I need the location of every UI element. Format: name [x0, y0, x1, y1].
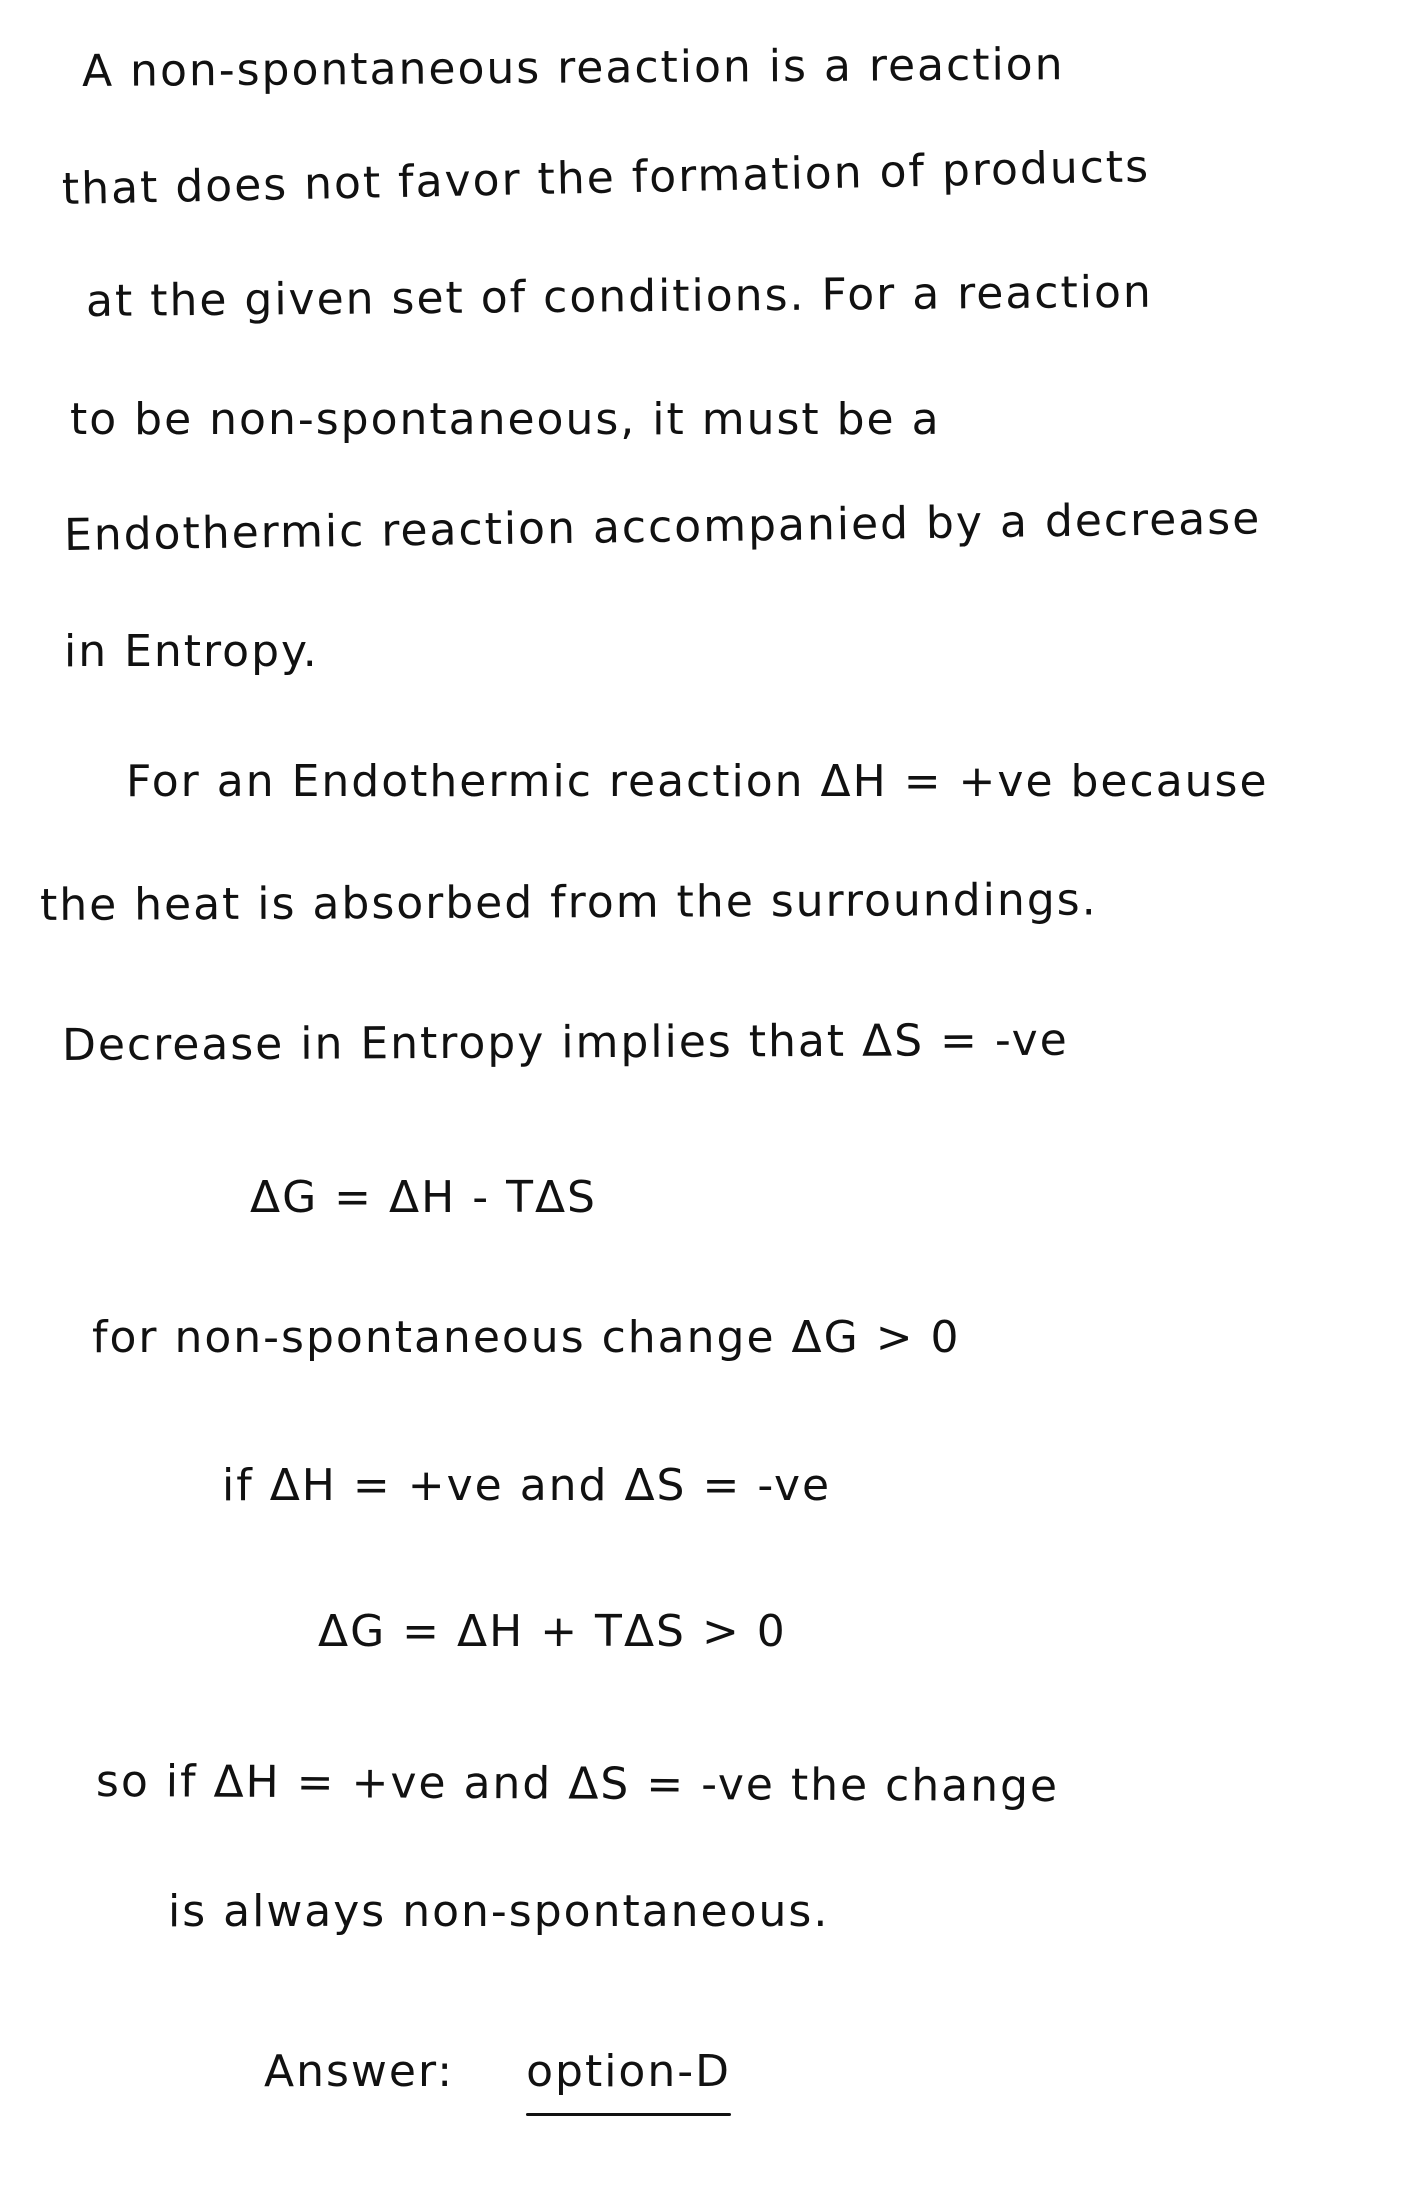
paragraph1-line4: to be non-spontaneous, it must be a — [70, 394, 941, 445]
paragraph1-line2: that does not favor the formation of products — [61, 141, 1151, 215]
answer-value: option-D — [526, 2046, 731, 2097]
result-equation: ΔG = ΔH + TΔS > 0 — [318, 1606, 787, 1657]
answer-underline — [526, 2113, 731, 2116]
gibbs-equation: ΔG = ΔH - TΔS — [250, 1172, 597, 1223]
entropy-line: Decrease in Entropy implies that ΔS = -ve — [61, 1014, 1069, 1071]
answer-label: Answer: — [264, 2046, 455, 2097]
paragraph1-line3: at the given set of conditions. For a reaction — [85, 266, 1153, 327]
paragraph2-line1: For an Endothermic reaction ΔH = +ve because — [126, 756, 1269, 807]
paragraph1-line5: Endothermic reaction accompanied by a decrease — [63, 493, 1262, 561]
answer-value-wrapper — [526, 2046, 731, 2097]
conclusion-line2: is always non-spontaneous. — [168, 1886, 830, 1937]
paragraph1-line1: A non-spontaneous reaction is a reaction — [81, 39, 1065, 97]
condition-line: for non-spontaneous change ΔG > 0 — [92, 1312, 961, 1363]
answer-line — [264, 2046, 731, 2097]
paragraph1-line6: in Entropy. — [64, 626, 319, 677]
if-line: if ΔH = +ve and ΔS = -ve — [222, 1460, 832, 1511]
paragraph2-line2: the heat is absorbed from the surroundings. — [39, 874, 1098, 931]
conclusion-line1: so if ΔH = +ve and ΔS = -ve the change — [95, 1756, 1060, 1813]
